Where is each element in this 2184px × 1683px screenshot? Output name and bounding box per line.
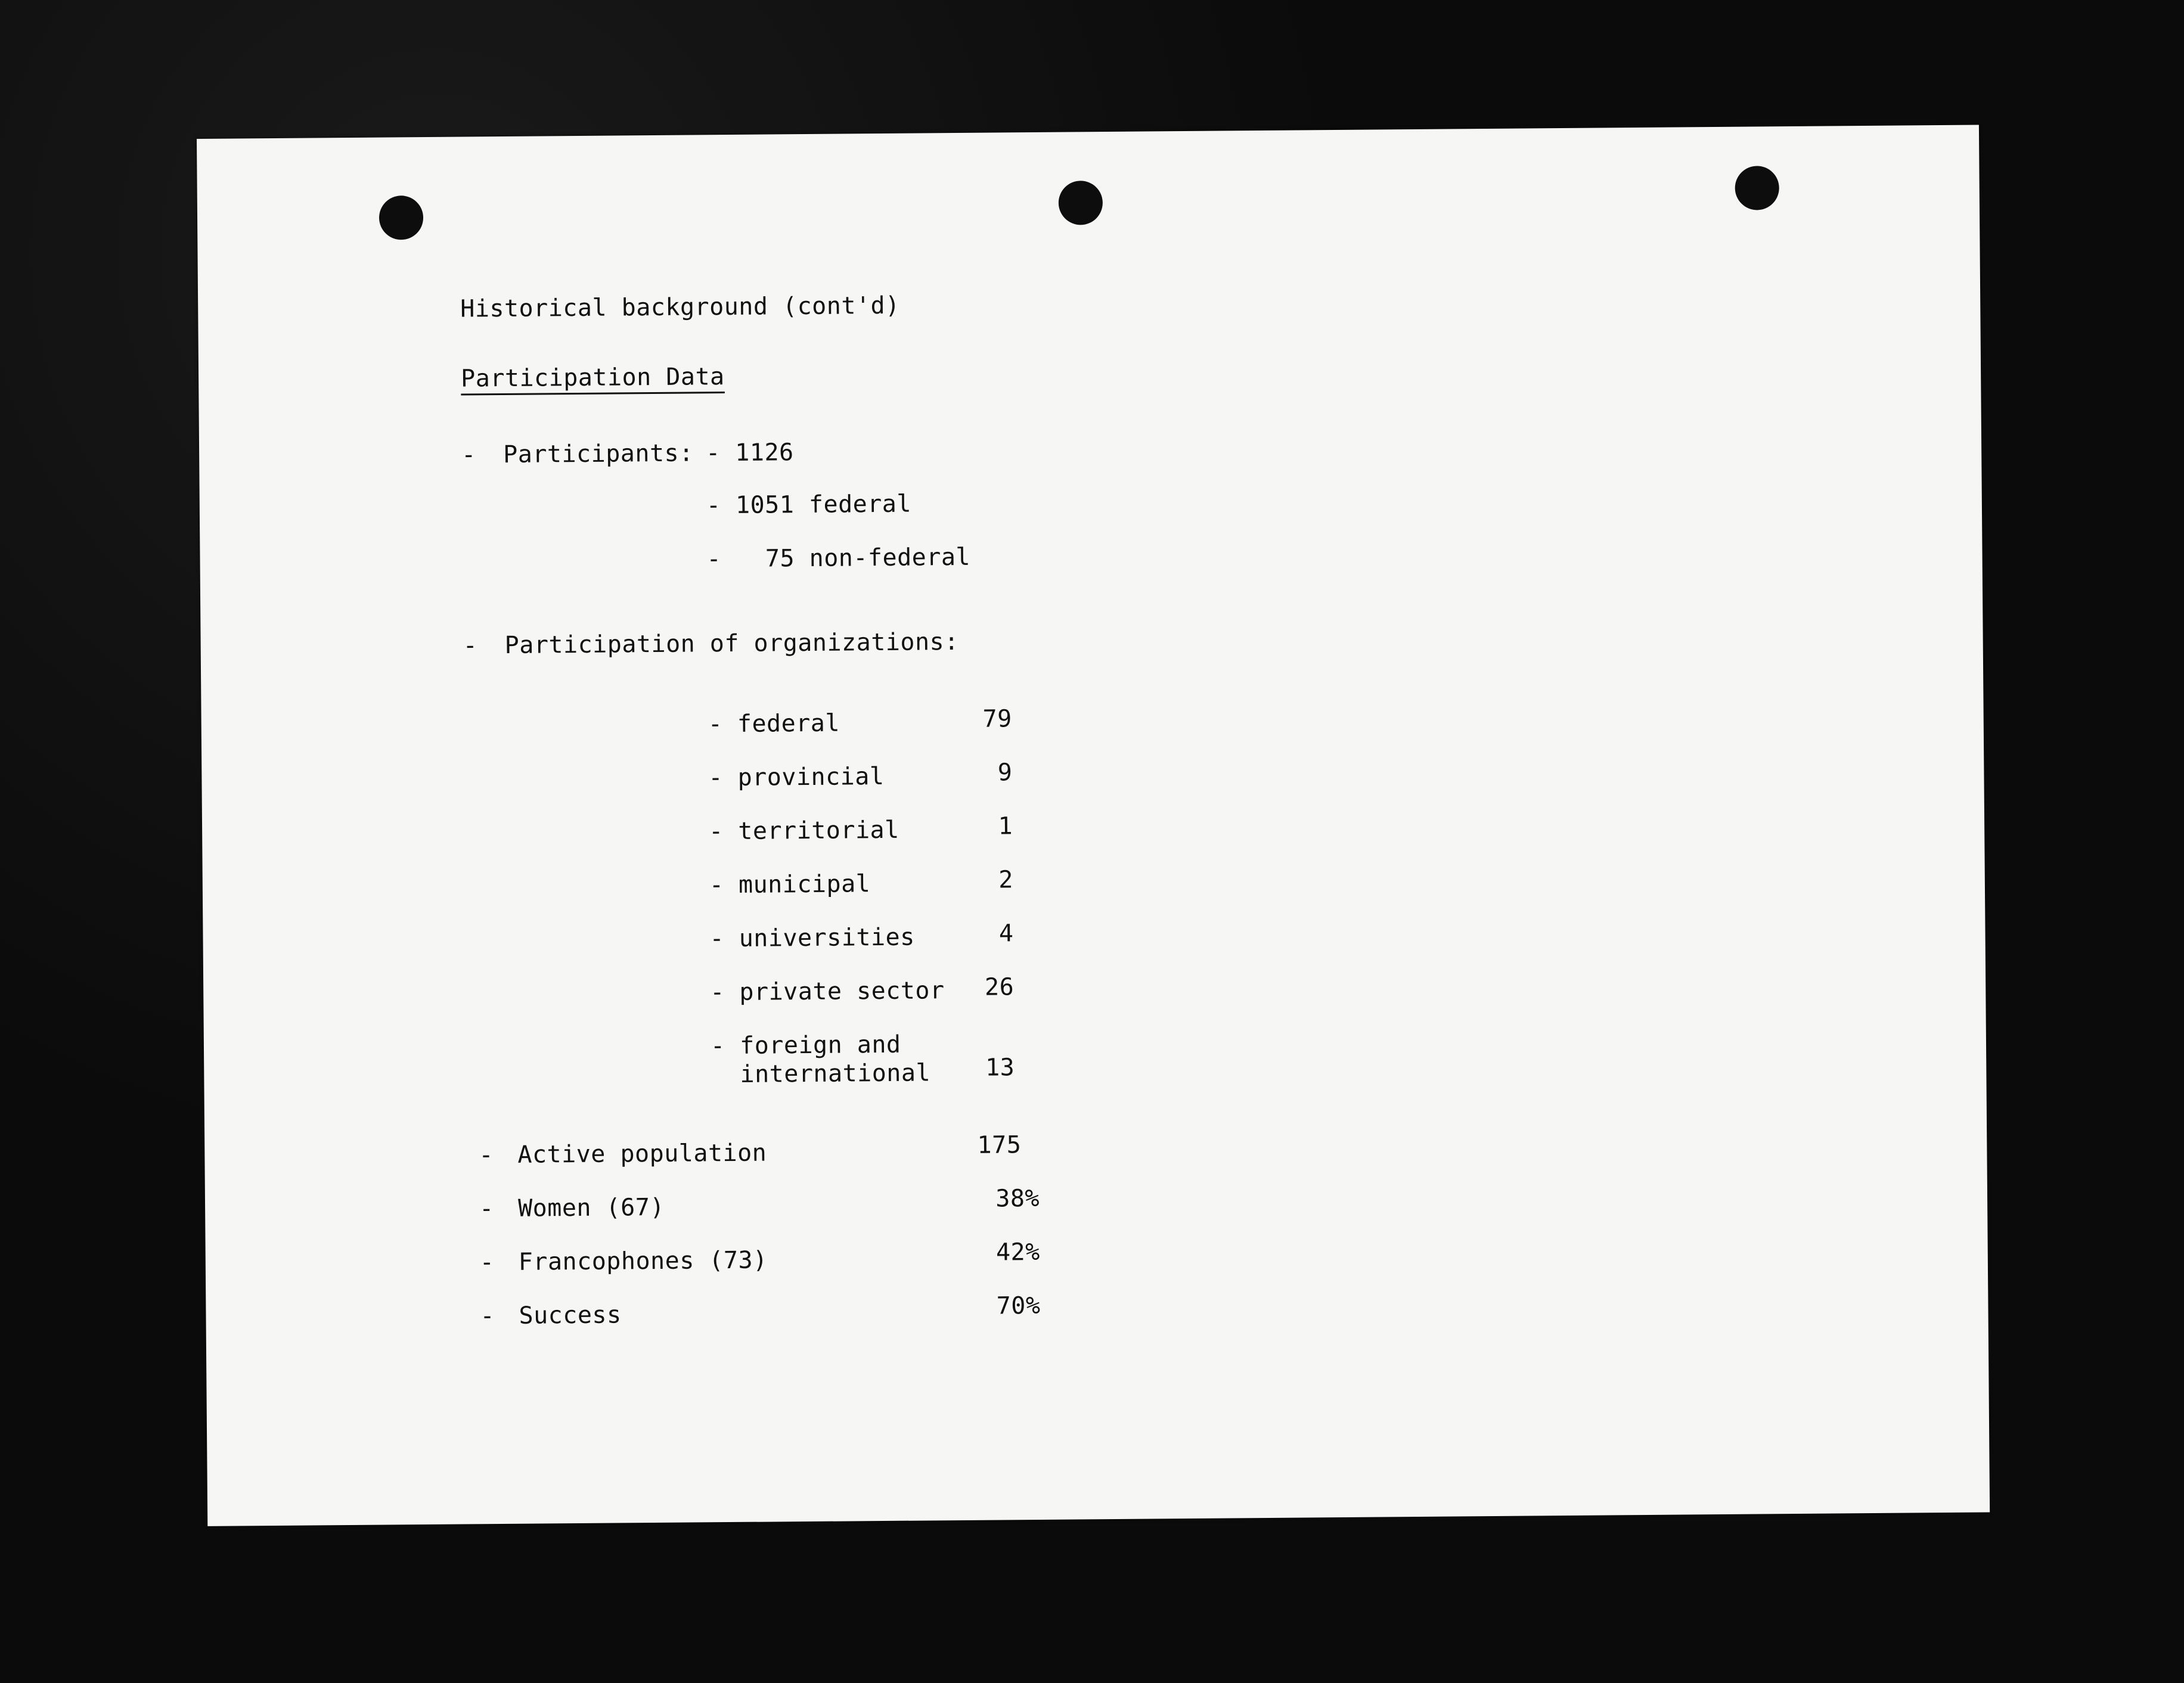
participants-label: Participants: xyxy=(502,439,694,468)
organizations-bullet: - xyxy=(463,632,478,660)
stat-active-label: Active population xyxy=(517,1139,767,1169)
document-page xyxy=(197,125,1990,1526)
org-foreign-label: - foreign and international xyxy=(710,1030,931,1089)
stat-women-value: 38% xyxy=(995,1184,1040,1213)
org-territorial-value: 1 xyxy=(998,812,1013,840)
org-private-label: - private sector xyxy=(710,977,945,1007)
stat-success-value: 70% xyxy=(996,1291,1041,1320)
participants-bullet: - xyxy=(461,441,476,469)
stat-women-bullet: - xyxy=(479,1195,494,1223)
stat-active-value: 175 xyxy=(977,1131,1022,1159)
org-provincial-value: 9 xyxy=(997,759,1013,787)
org-universities-value: 4 xyxy=(998,920,1014,948)
org-municipal-label: - municipal xyxy=(709,870,871,899)
org-private-value: 26 xyxy=(984,973,1015,1001)
punch-hole-left xyxy=(379,195,424,240)
stat-active-bullet: - xyxy=(479,1141,494,1169)
participants-nonfederal: - 75 non-federal xyxy=(706,543,971,573)
stat-success-label: Success xyxy=(519,1301,622,1330)
stat-success-bullet: - xyxy=(480,1302,495,1330)
punch-hole-center xyxy=(1059,181,1103,225)
org-universities-label: - universities xyxy=(709,923,915,953)
org-municipal-value: 2 xyxy=(998,866,1013,894)
org-federal-label: - federal xyxy=(708,709,840,738)
stat-franco-value: 42% xyxy=(995,1238,1040,1266)
org-foreign-value: 13 xyxy=(985,1054,1015,1082)
stat-franco-label: Francophones (73) xyxy=(518,1246,768,1276)
stat-franco-bullet: - xyxy=(479,1249,495,1277)
participants-federal: - 1051 federal xyxy=(706,490,912,520)
section-title: Participation Data xyxy=(460,363,725,393)
org-territorial-label: - territorial xyxy=(708,816,899,846)
stat-women-label: Women (67) xyxy=(517,1193,665,1222)
org-provincial-label: - provincial xyxy=(708,762,885,792)
participants-total: - 1126 xyxy=(705,439,794,467)
punch-hole-right xyxy=(1735,166,1779,210)
page-header: Historical background (cont'd) xyxy=(460,291,900,323)
organizations-label: Participation of organizations: xyxy=(504,628,959,659)
org-federal-value: 79 xyxy=(982,705,1012,733)
